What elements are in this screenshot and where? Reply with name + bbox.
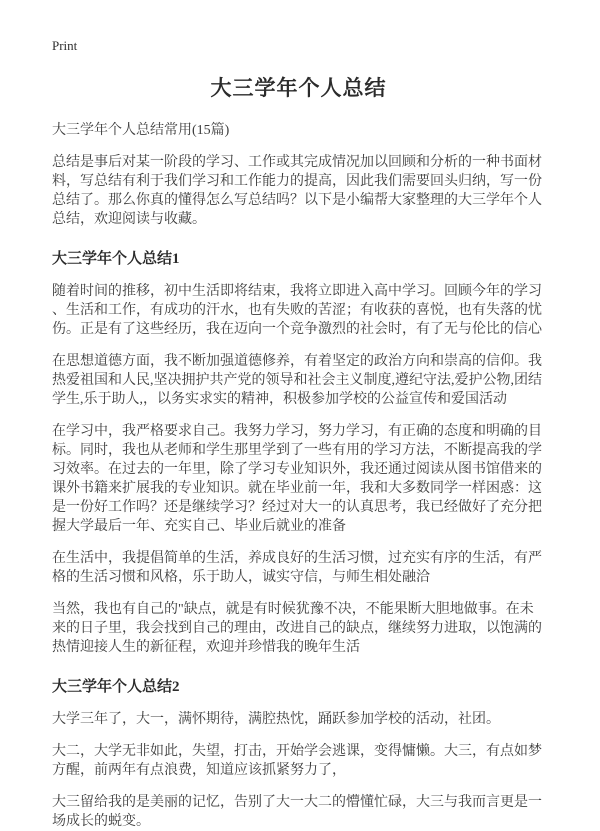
intro-paragraph: 总结是事后对某一阶段的学习、工作或其完成情况加以回顾和分析的一种书面材料，写总结有利于我们学习和工作能力的提高，因此我们需要回头归纳，写一份总结了。那么你真的懂得怎么写总结吗？以下是小编帮大家整理的大三学年个人总结，欢迎阅读与收藏。 <box>52 155 542 227</box>
section-1-heading: 大三学年个人总结1 <box>52 251 180 267</box>
page-title: 大三学年个人总结 <box>210 76 387 100</box>
section-1-paragraph-2: 在思想道德方面，我不断加强道德修养，有着坚定的政治方向和崇高的信仰。我热爱祖国和人民,坚决拥护共产党的领导和社会主义制度,遵纪守法,爱护公物,团结学生,乐于助人,，以务实求实的精神，积极参加学校的公益宣传和爱国活动 <box>52 354 542 407</box>
section-1-paragraph-5: 当然，我也有自己的"缺点，就是有时候犹豫不决，不能果断大胆地做事。在未来的日子里，我会找到自己的理由，改进自己的缺点，继续努力进取，以饱满的热情迎接人生的新征程，欢迎并珍惜我的晚年生活 <box>52 602 542 655</box>
document-subtitle: 大三学年个人总结常用(15篇) <box>52 123 230 138</box>
section-1-paragraph-1: 随着时间的推移，初中生活即将结束，我将立即进入高中学习。回顾今年的学习、生活和工作，有成功的汗水，也有失败的苦涩；有收获的喜悦，也有失落的忧伤。正是有了这些经历，我在迈向一个竞争激烈的社会时，有了无与伦比的信心 <box>52 284 542 337</box>
section-2-paragraph-1: 大学三年了，大一，满怀期待，满腔热忱，踊跃参加学校的活动，社团。 <box>52 712 500 727</box>
section-2-paragraph-3: 大三留给我的是美丽的记忆，告别了大一大二的懵懂忙碌，大三与我而言更是一场成长的蜕变。 <box>52 795 542 829</box>
section-2-paragraph-2: 大二，大学无非如此，失望，打击，开始学会逃课，变得慵懒。大三，有点如梦方醒，前两年有点浪费，知道应该抓紧努力了， <box>52 744 542 778</box>
section-1-paragraph-3: 在学习中，我严格要求自己。我努力学习，努力学习，有正确的态度和明确的目标。同时，我也从老师和学生那里学到了一些有用的学习方法，不断提高我的学习效率。在过去的一年里，除了学习专业知识外，我还通过阅读从图书馆借来的课外书籍来扩展我的专业知识。就在毕业前一年，我和大多数同学一样困惑：这是一份好工作吗？还是继续学习？经过对大一的认真思考，我已经做好了充分把握大学最后一年、充实自己、毕业后就业的准备 <box>52 424 542 534</box>
section-2-heading: 大三学年个人总结2 <box>52 679 180 695</box>
section-1-paragraph-4: 在生活中，我提倡简单的生活，养成良好的生活习惯，过充实有序的生活，有严格的生活习惯和风格，乐于助人，诚实守信，与师生相处融洽 <box>52 551 542 585</box>
print-link[interactable]: Print <box>52 38 78 53</box>
